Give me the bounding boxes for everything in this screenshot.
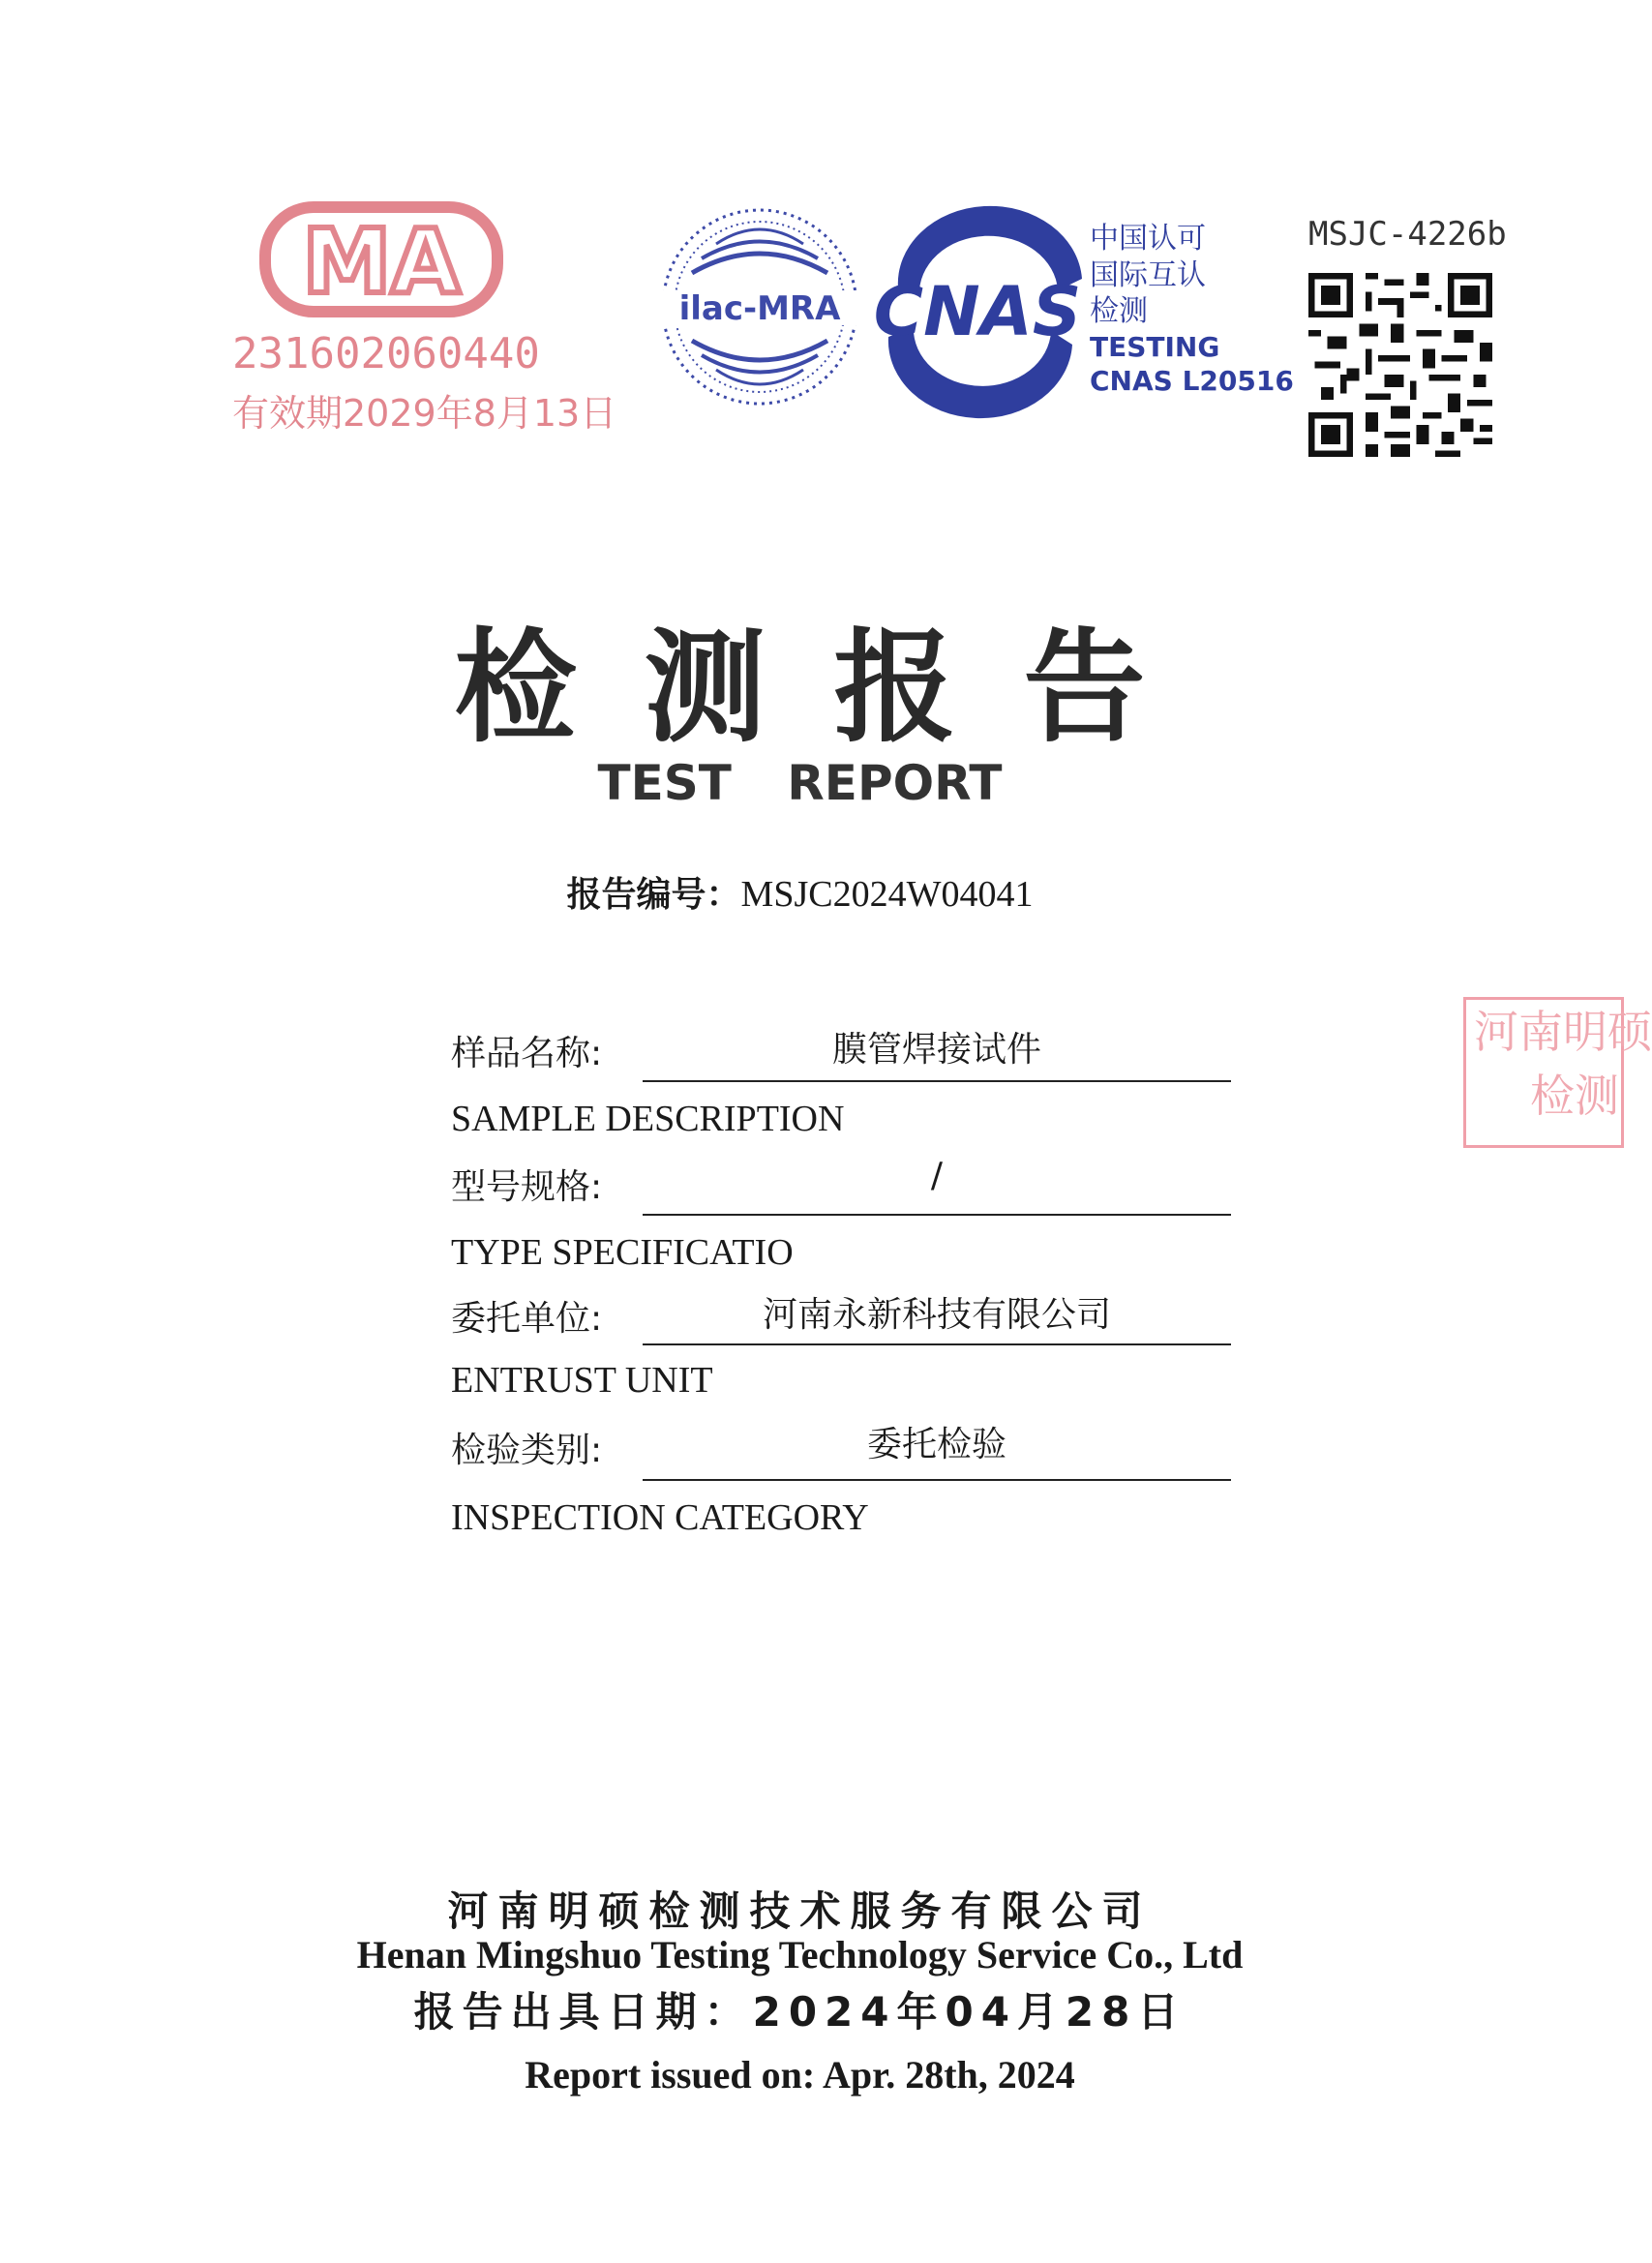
side-seal-stamp bbox=[1463, 997, 1652, 1148]
sample-label-en: SAMPLE DESCRIPTION bbox=[451, 1099, 845, 1139]
entrust-label-en: ENTRUST UNIT bbox=[451, 1360, 713, 1401]
cnas-accreditation-text bbox=[1090, 221, 1294, 398]
cma-stamp bbox=[232, 201, 617, 435]
company-name-en: Henan Mingshuo Testing Technology Service Co., Ltd bbox=[356, 1933, 1244, 1976]
type-label-cn: 型号规格: bbox=[451, 1167, 603, 1207]
entrust-underline bbox=[643, 1343, 1231, 1345]
report-number-label: 报告编号： bbox=[566, 875, 741, 915]
cnas-line-4: TESTING bbox=[1090, 330, 1220, 363]
cnas-line-3: 检测 bbox=[1090, 294, 1148, 328]
report-title-en: TEST REPORT bbox=[597, 755, 1003, 811]
category-value: 委托检验 bbox=[866, 1425, 1006, 1464]
sample-label-cn: 样品名称: bbox=[451, 1034, 603, 1073]
ilac-logo-text: ilac-MRA bbox=[678, 289, 841, 328]
entrust-value: 河南永新科技有限公司 bbox=[762, 1295, 1111, 1335]
report-number bbox=[0, 867, 1600, 917]
category-underline bbox=[643, 1479, 1231, 1481]
issue-date-cn: 报告出具日期：2024年04月28日 bbox=[413, 1988, 1186, 2036]
entrust-label-cn: 委托单位: bbox=[451, 1299, 603, 1339]
issue-date-en: Report issued on: Apr. 28th, 2024 bbox=[525, 2053, 1075, 2097]
type-label-en: TYPE SPECIFICATIO bbox=[451, 1232, 794, 1273]
sample-value: 膜管焊接试件 bbox=[831, 1030, 1041, 1070]
cnas-line-2: 国际互认 bbox=[1090, 257, 1206, 292]
report-title-cn: 检测报告 bbox=[454, 616, 1214, 759]
cnas-line-1: 中国认可 bbox=[1090, 222, 1206, 256]
type-value: / bbox=[930, 1156, 944, 1195]
side-seal-line-1: 河南明硕 bbox=[1474, 1006, 1652, 1058]
category-label-en: INSPECTION CATEGORY bbox=[451, 1497, 869, 1538]
cma-logo-icon bbox=[259, 201, 503, 317]
side-seal-line-2: 检测 bbox=[1530, 1070, 1619, 1122]
qr-code-icon bbox=[1308, 273, 1492, 457]
cnas-logo-icon bbox=[859, 221, 1092, 401]
cma-validity: 有效期2029年8月13日 bbox=[232, 392, 617, 435]
sample-underline bbox=[643, 1080, 1231, 1082]
cnas-line-5: CNAS L20516 bbox=[1090, 364, 1294, 397]
company-name-cn: 河南明硕检测技术服务有限公司 bbox=[447, 1887, 1153, 1935]
cma-logo-text: MA bbox=[302, 210, 461, 314]
category-label-cn: 检验类别: bbox=[451, 1431, 603, 1470]
cnas-logo-text: CNAS bbox=[873, 272, 1082, 351]
report-number-value: MSJC2024W04041 bbox=[740, 874, 1034, 915]
cma-number: 231602060440 bbox=[232, 329, 540, 378]
type-underline bbox=[643, 1214, 1231, 1216]
ilac-mra-logo-icon bbox=[658, 205, 861, 408]
document-code: MSJC-4226b bbox=[1308, 215, 1507, 254]
